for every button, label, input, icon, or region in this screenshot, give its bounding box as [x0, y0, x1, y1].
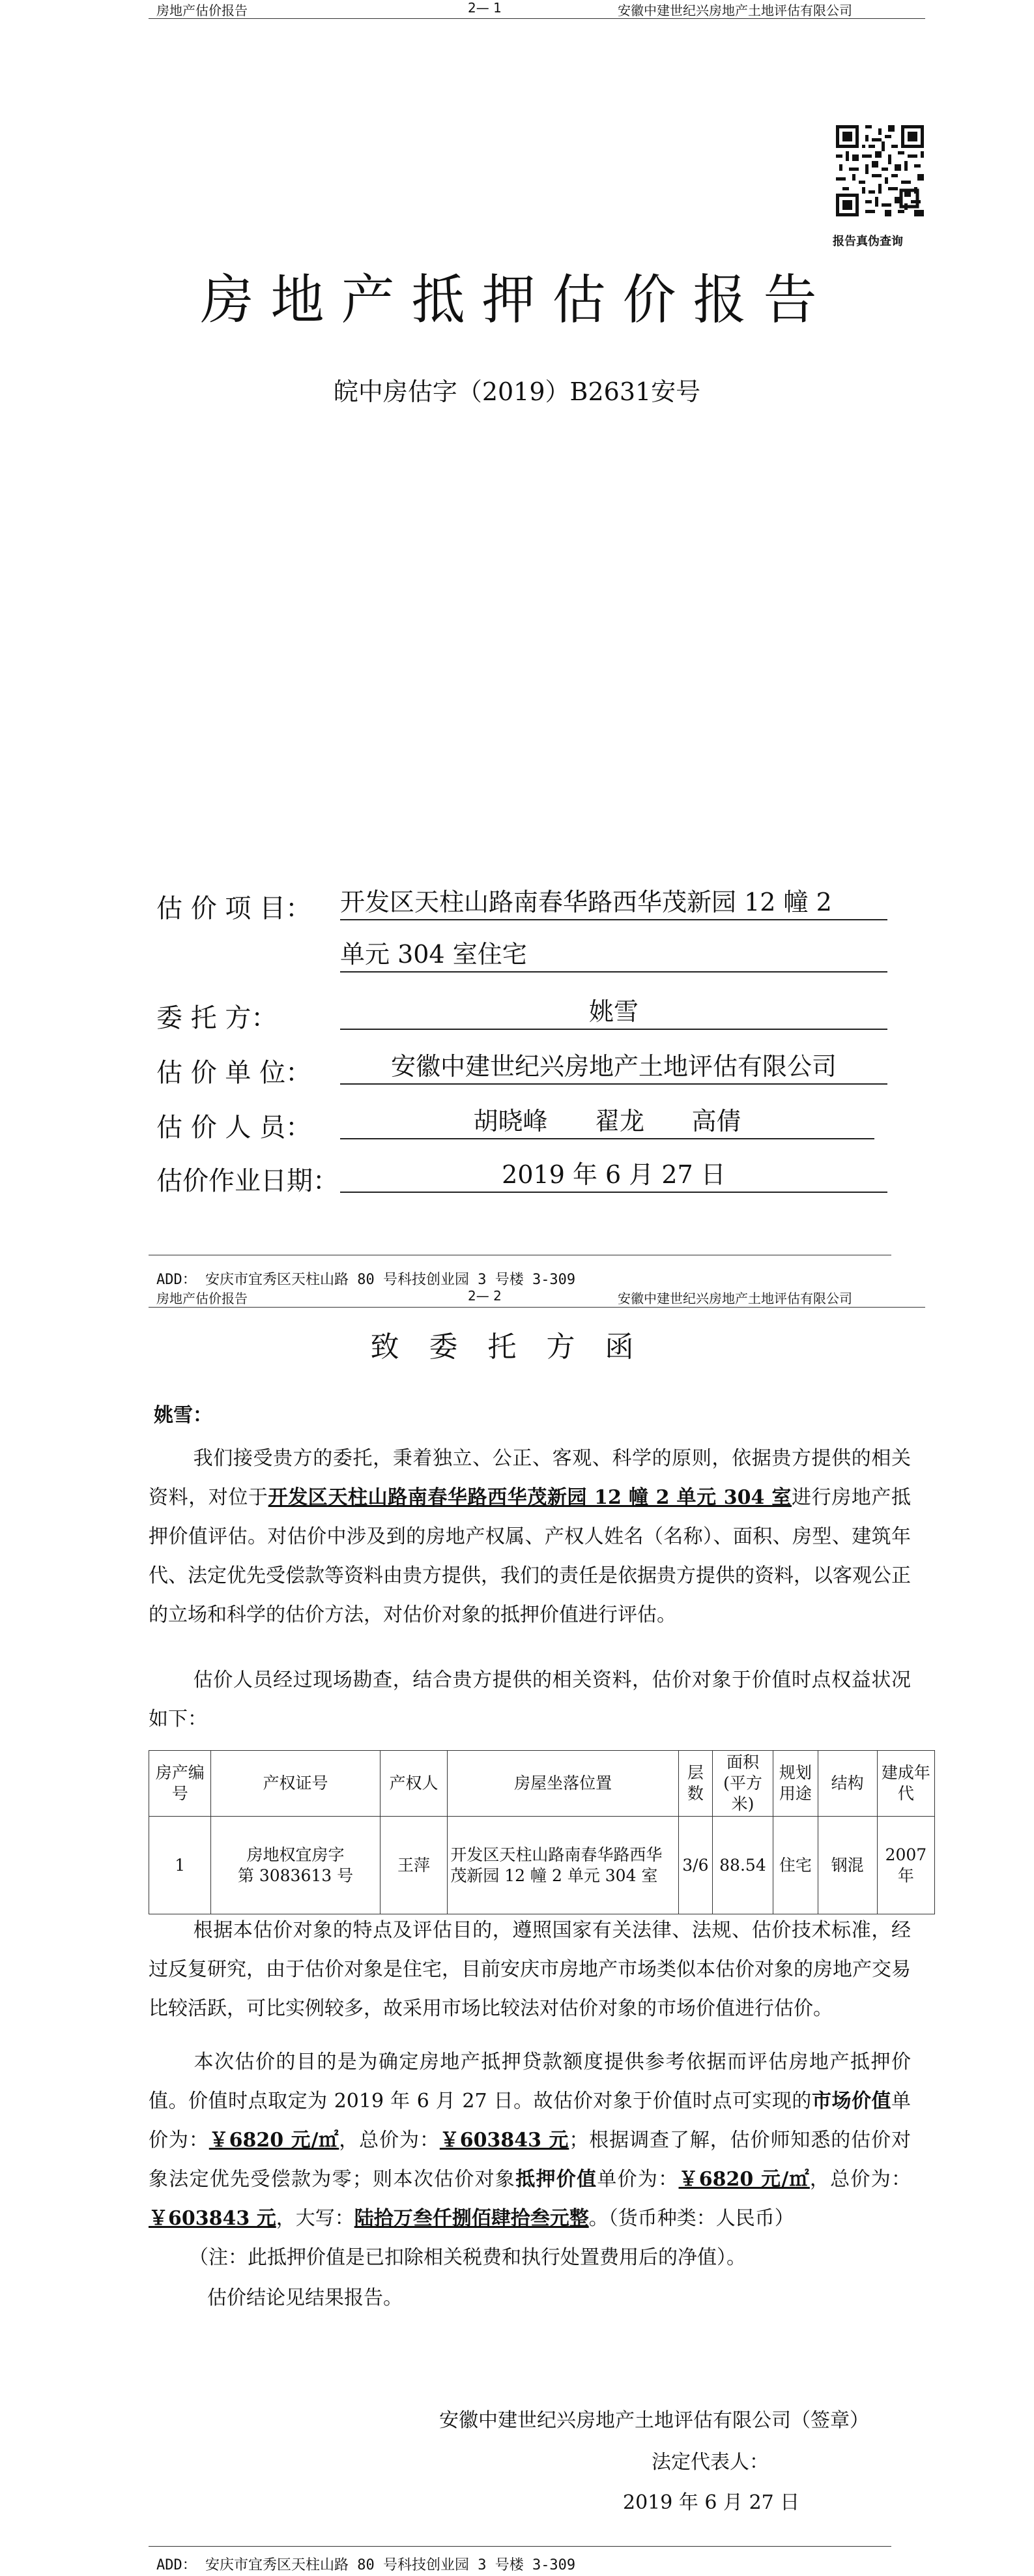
mortgage-total-capital: 陆拾万叁仟捌佰肆拾叁元整: [354, 2207, 589, 2230]
p4-text-e: 单价为：: [597, 2168, 679, 2191]
market-unit-price: ￥6820 元/㎡: [208, 2129, 339, 2152]
project-value-line1: 开发区天柱山路南春华路西华茂新园 12 幢 2: [340, 885, 887, 920]
valuation-note: （注：此抵押价值是已扣除相关税费和执行处置费用后的净值）。: [189, 2246, 746, 2269]
p4-text-b: 单价为：: [149, 2090, 912, 2152]
cell-no: 1: [149, 1817, 211, 1914]
signature-company: 安徽中建世纪兴房地产土地评估有限公司（签章）: [439, 2409, 869, 2432]
paragraph-method: [149, 1911, 911, 2028]
cell-cert-line1: 房地权宜房字: [246, 1845, 345, 1864]
p4-text-d: ；根据调查了解，估价师知悉的估价对象法定优先受偿款为零；则本次估价对象: [149, 2129, 912, 2191]
col-header-no: 房产编号: [149, 1751, 211, 1817]
page1-header-left: 房地产估价报告: [156, 3, 248, 18]
cell-cert-line2: 第 3083613 号: [237, 1866, 354, 1885]
persons-label: 估 价 人 员：: [156, 1113, 312, 1143]
col-header-year: 建成年代: [877, 1751, 934, 1817]
col-header-owner: 产权人: [380, 1751, 448, 1817]
persons-value: 胡晓峰 翟龙 高倩: [340, 1104, 874, 1139]
page2-header-page-number: 2— 2: [468, 1288, 502, 1304]
cell-location: 开发区天柱山路南春华路西华茂新园 12 幢 2 单元 304 室: [448, 1817, 679, 1914]
report-number: 皖中房估字（2019）B2631安号: [333, 377, 701, 406]
date-value: 2019 年 6 月 27 日: [340, 1158, 887, 1193]
p2-text: 估价人员经过现场勘查，结合贵方提供的相关资料，估价对象于价值时点权益状况如下：: [149, 1669, 911, 1731]
appraiser-label: 估 价 单 位：: [156, 1058, 312, 1088]
cell-owner: 王萍: [380, 1817, 448, 1914]
conclusion-note: 估价结论见结果报告。: [207, 2287, 403, 2309]
property-table: [149, 1750, 935, 1914]
salutation: 姚雪：: [154, 1404, 212, 1427]
market-value-term: 市场价值: [811, 2090, 892, 2113]
cell-structure: 钢混: [818, 1817, 877, 1914]
p4-text-a: 本次估价的目的是为确定房地产抵押贷款额度提供参考依据而评估房地产抵押价值。价值时点取定为 2019 年 6 月 27 日。故估价对象于价值时点可实现的: [149, 2051, 911, 2113]
col-header-floors: 层数: [678, 1751, 712, 1817]
paragraph-valuation: [149, 2043, 911, 2238]
col-header-area: 面积(平方米): [712, 1751, 773, 1817]
date-label: 估价作业日期：: [156, 1166, 339, 1196]
col-header-use: 规划用途: [773, 1751, 818, 1817]
col-header-structure: 结构: [818, 1751, 877, 1817]
page2-footer-address: ADD： 安庆市宜秀区天柱山路 80 号科技创业园 3 号楼 3-309: [156, 2557, 576, 2573]
project-value-line2: 单元 304 室住宅: [340, 937, 887, 973]
qr-code: [836, 125, 924, 219]
p4-text-g: ，大写：: [276, 2207, 354, 2230]
col-header-location: 房屋坐落位置: [448, 1751, 679, 1817]
page2-header-right: 安徽中建世纪兴房地产土地评估有限公司: [618, 1291, 852, 1306]
cell-floors: 3/6: [678, 1817, 712, 1914]
col-header-cert: 产权证号: [211, 1751, 380, 1817]
p1-address: 开发区天柱山路南春华路西华茂新园 12 幢 2 单元 304 室: [268, 1486, 792, 1509]
market-total-price: ￥603843 元: [439, 2129, 569, 2152]
cell-year: 2007 年: [877, 1817, 934, 1914]
p4-text-f: ，总价为：: [809, 2168, 912, 2191]
letter-title: 致委托方函: [370, 1330, 664, 1364]
paragraph-survey: [149, 1661, 911, 1739]
page2-header-rule: [149, 1307, 925, 1308]
signature-date: 2019 年 6 月 27 日: [623, 2491, 800, 2514]
qr-code-icon: [836, 125, 924, 216]
appraiser-value: 安徽中建世纪兴房地产土地评估有限公司: [340, 1049, 887, 1085]
page1-header-rule: [149, 18, 925, 19]
paragraph-commission: [149, 1439, 911, 1635]
page1-header-right: 安徽中建世纪兴房地产土地评估有限公司: [618, 3, 852, 18]
report-title: 房地产抵押估价报告: [200, 269, 834, 331]
p4-text-h: 。（货币种类：人民币）: [588, 2207, 794, 2230]
page2-footer-rule: [149, 2546, 891, 2547]
p4-text-c: ，总价为：: [339, 2129, 440, 2152]
mortgage-unit-price: ￥6820 元/㎡: [678, 2168, 810, 2191]
table-row: [149, 1817, 935, 1914]
page1-footer-address: ADD： 安庆市宜秀区天柱山路 80 号科技创业园 3 号楼 3-309: [156, 1272, 576, 1288]
mortgage-total-price: ￥603843 元: [149, 2207, 276, 2230]
project-label: 估 价 项 目：: [156, 894, 312, 924]
p1-text-a: 我们接受贵方的委托，秉着独立、公正、客观、科学的原则，依据贵方提供的相关资料，对位于: [149, 1447, 911, 1509]
signature-legal-rep: 法定代表人：: [652, 2451, 769, 2474]
qr-caption: 报告真伪查询: [833, 235, 903, 248]
p3-text: 根据本估价对象的特点及评估目的，遵照国家有关法律、法规、估价技术标准，经过反复研究，由于估价对象是住宅，目前安庆市房地产市场类似本估价对象的房地产交易比较活跃，可比实例较多，故采用市场比较法对估价对象的市场价值进行估价。: [149, 1919, 911, 2020]
mortgage-value-term: 抵押价值: [515, 2168, 597, 2191]
client-label: 委 托 方：: [156, 1003, 278, 1033]
page1-header-page-number: 2— 1: [468, 0, 502, 16]
client-value: 姚雪: [340, 995, 887, 1030]
table-header-row: [149, 1751, 935, 1817]
cell-cert: [211, 1817, 380, 1914]
cell-area: 88.54: [712, 1817, 773, 1914]
cell-use: 住宅: [773, 1817, 818, 1914]
p1-text-b: 进行房地产抵押价值评估。对估价中涉及到的房地产权属、产权人姓名（名称）、面积、房型、建筑年代、法定优先受偿款等资料由贵方提供，我们的责任是依据贵方提供的资料，以客观公正的立场和科学的估价方法，对估价对象的抵押价值进行评估。: [149, 1486, 912, 1626]
page2-header-left: 房地产估价报告: [156, 1291, 248, 1306]
